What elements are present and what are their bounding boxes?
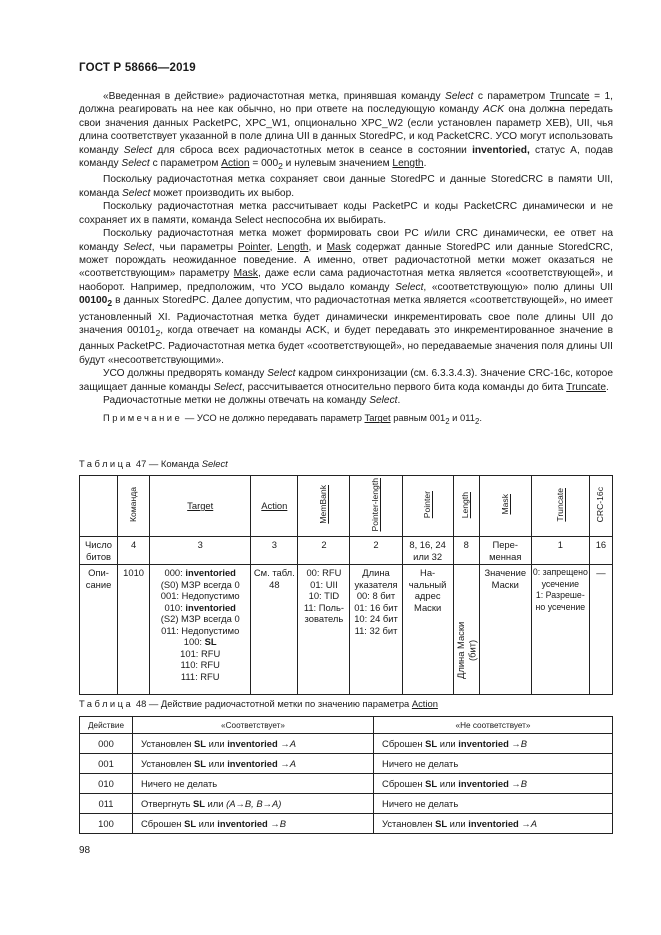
nomatch-action: Сброшен SL или inventoried →B — [374, 734, 613, 754]
paragraph-4: Поскольку радиочастотная метка может формировать свои PC и/или CRC динамически, ее ответ на команду Select, чьи параметры Pointer, Length, и Mask содержат данные StoredPC или данные StoredCRC, может порождать неожиданное поведение. А именно, ответ радиочастотной метки может оказаться не «соответствующим» параметру Mask, даже если сама радиочастотная метка является «соответствующей», и наоборот. Например, предположим, что УСО выдало команду Select, «соответствующую» полю длины UII $00100_2$ в данных StoredPC. Далее допустим, что радиочастотная метка является «соответствующей», но имеет установленный XI. Радиочастотная метка будет динамически инкрементировать свое поле длины UII до значения $00101_2$, когда отвечает на команды ACK, и будет передавать это инкрементированное значение в данных PacketPC. Радиочастотная метка будет «соответствующей», но передаваемые значения поля длины UII будут «несоответствующими». — [79, 228, 613, 366]
table-cell: 1 — [531, 537, 589, 565]
header-membank: MemBank — [298, 476, 350, 537]
table-row — [80, 734, 613, 754]
bits-label: Число битов — [80, 537, 118, 565]
action-code: 000 — [80, 734, 133, 754]
paragraph-1: «Введенная в действие» радиочастотная метка, принявшая команду Select с параметром Truncate = 1, должна реагировать на нее как обычно, но при ответе на последующую команду ACK она должна передать свои значения данных PacketPC, XPC_W1, опционально XPC_W2 (если установлен параметр XEB), UII, чья длина соответствует указанной в поле длина UII в данных StoredPC, и код PacketCRC. УСО могут использовать команду Select для сброса всех радиочастотных меток в сеансе в состоянии inventoried, статус A, подав команду Select с параметром Action = $000_2$ и нулевым значением Length. — [79, 91, 614, 172]
table-row — [80, 794, 613, 814]
note: Примечание — УСО не должно передавать параметр Target равным $001_2$ и $011_2$. — [103, 412, 482, 427]
table-cell: См. табл. 48 — [251, 565, 298, 695]
target-line: 101: RFU — [180, 647, 221, 659]
table47-caption: Таблица 47 — Команда Select — [79, 458, 228, 469]
header-pointer: Pointer — [402, 476, 453, 537]
header-match: «Соответствует» — [133, 717, 374, 734]
table-row — [80, 774, 613, 794]
nomatch-action: Ничего не делать — [374, 794, 613, 814]
paragraph-3: Поскольку радиочастотная метка рассчитывает коды PacketPC и коды PacketCRC динамически и не сохраняет их в памяти, команда Select неспособна их выбирать. — [79, 201, 613, 226]
target-line: 110: RFU — [180, 659, 220, 671]
desc-label: Описание — [80, 565, 118, 695]
pointer-desc: Начальный адрес Маски — [402, 565, 453, 695]
table-row — [80, 814, 613, 834]
header-mask: Mask — [479, 476, 531, 537]
header-crc: CRC-16c — [589, 476, 612, 537]
page-number: 98 — [79, 845, 91, 856]
table-cell: 4 — [118, 537, 150, 565]
header-nomatch: «Не соответствует» — [374, 717, 613, 734]
pointer-length-desc: Длина указателя 00: 8 бит 01: 16 бит 10: 24 бит 11: 32 бит — [350, 565, 402, 695]
crc-desc: — — [589, 565, 612, 695]
truncate-desc: 0: запрещено усечение 1: Разрешено усечение — [531, 565, 589, 695]
match-action: Отвергнуть SL или (A→B, B→A) — [133, 794, 374, 814]
table-cell: 16 — [589, 537, 612, 565]
table47-desc-row — [80, 565, 613, 695]
header-length: Length — [453, 476, 479, 537]
target-line: 100: SL — [183, 636, 217, 648]
table-cell: 3 — [251, 537, 298, 565]
paragraph-5: УСО должны предворять команду Select кадром синхронизации (см. 6.3.3.4.3). Значение CRC-16c, которое защищает данные команды Select, рассчитывается относительно первого бита кода команды до бита Truncate. — [79, 368, 614, 393]
table48 — [79, 716, 613, 834]
table48-caption: Таблица 48 — Действие радиочастотной метки по значению параметра Action — [79, 698, 438, 709]
header-action: Action — [251, 476, 298, 537]
match-action: Сброшен SL или inventoried →B — [133, 814, 374, 834]
membank-desc: 00: RFU 01: UII 10: TID 11: Пользователь — [298, 565, 350, 695]
paragraph-6: Радиочастотные метки не должны отвечать на команду Select. — [103, 395, 401, 407]
target-line: 011: Недопустимо — [161, 624, 240, 636]
table-cell: 8 — [453, 537, 479, 565]
action-code: 100 — [80, 814, 133, 834]
table-row — [80, 754, 613, 774]
mask-desc: Значение Маски — [479, 565, 531, 695]
target-line: (S2) МЗР всегда 0 — [160, 613, 240, 625]
table-cell: 2 — [298, 537, 350, 565]
table47-bits-row — [80, 537, 613, 565]
body-text — [79, 90, 613, 429]
target-line: 111: RFU — [180, 670, 220, 682]
target-line: 000: inventoried — [164, 567, 236, 579]
target-line: (S0) МЗР всегда 0 — [160, 578, 240, 590]
nomatch-action: Установлен SL или inventoried →A — [374, 814, 613, 834]
action-code: 001 — [80, 754, 133, 774]
table-cell: 1010 — [118, 565, 150, 695]
table47-header-row — [80, 476, 613, 537]
action-code: 011 — [80, 794, 133, 814]
header-empty — [80, 476, 118, 537]
table-cell: Переменная — [479, 537, 531, 565]
header-truncate: Truncate — [531, 476, 589, 537]
target-line: 001: Недопустимо — [160, 590, 240, 602]
table-cell: 8, 16, 24 или 32 — [402, 537, 453, 565]
header-action-code: Действие — [80, 717, 133, 734]
nomatch-action: Ничего не делать — [374, 754, 613, 774]
length-desc: Длина Маски (бит) — [453, 565, 479, 695]
header-target: Target — [150, 476, 251, 537]
table-cell: 2 — [350, 537, 402, 565]
paragraph-2: Поскольку радиочастотная метка сохраняет свои данные StoredPC и данные StoredCRC в памяти UII, команда Select может производить их выбор. — [79, 174, 613, 199]
table48-header-row — [80, 717, 613, 734]
nomatch-action: Сброшен SL или inventoried →B — [374, 774, 613, 794]
header-command: Команда — [118, 476, 150, 537]
table47 — [79, 475, 613, 695]
target-desc — [150, 565, 251, 695]
action-code: 010 — [80, 774, 133, 794]
header-pointer-length: Pointer-length — [350, 476, 402, 537]
document-header: ГОСТ Р 58666—2019 — [79, 62, 196, 74]
match-action: Установлен SL или inventoried →A — [133, 754, 374, 774]
table-cell: 3 — [150, 537, 251, 565]
target-line: 010: inventoried — [164, 601, 236, 613]
match-action: Установлен SL или inventoried →A — [133, 734, 374, 754]
match-action: Ничего не делать — [133, 774, 374, 794]
